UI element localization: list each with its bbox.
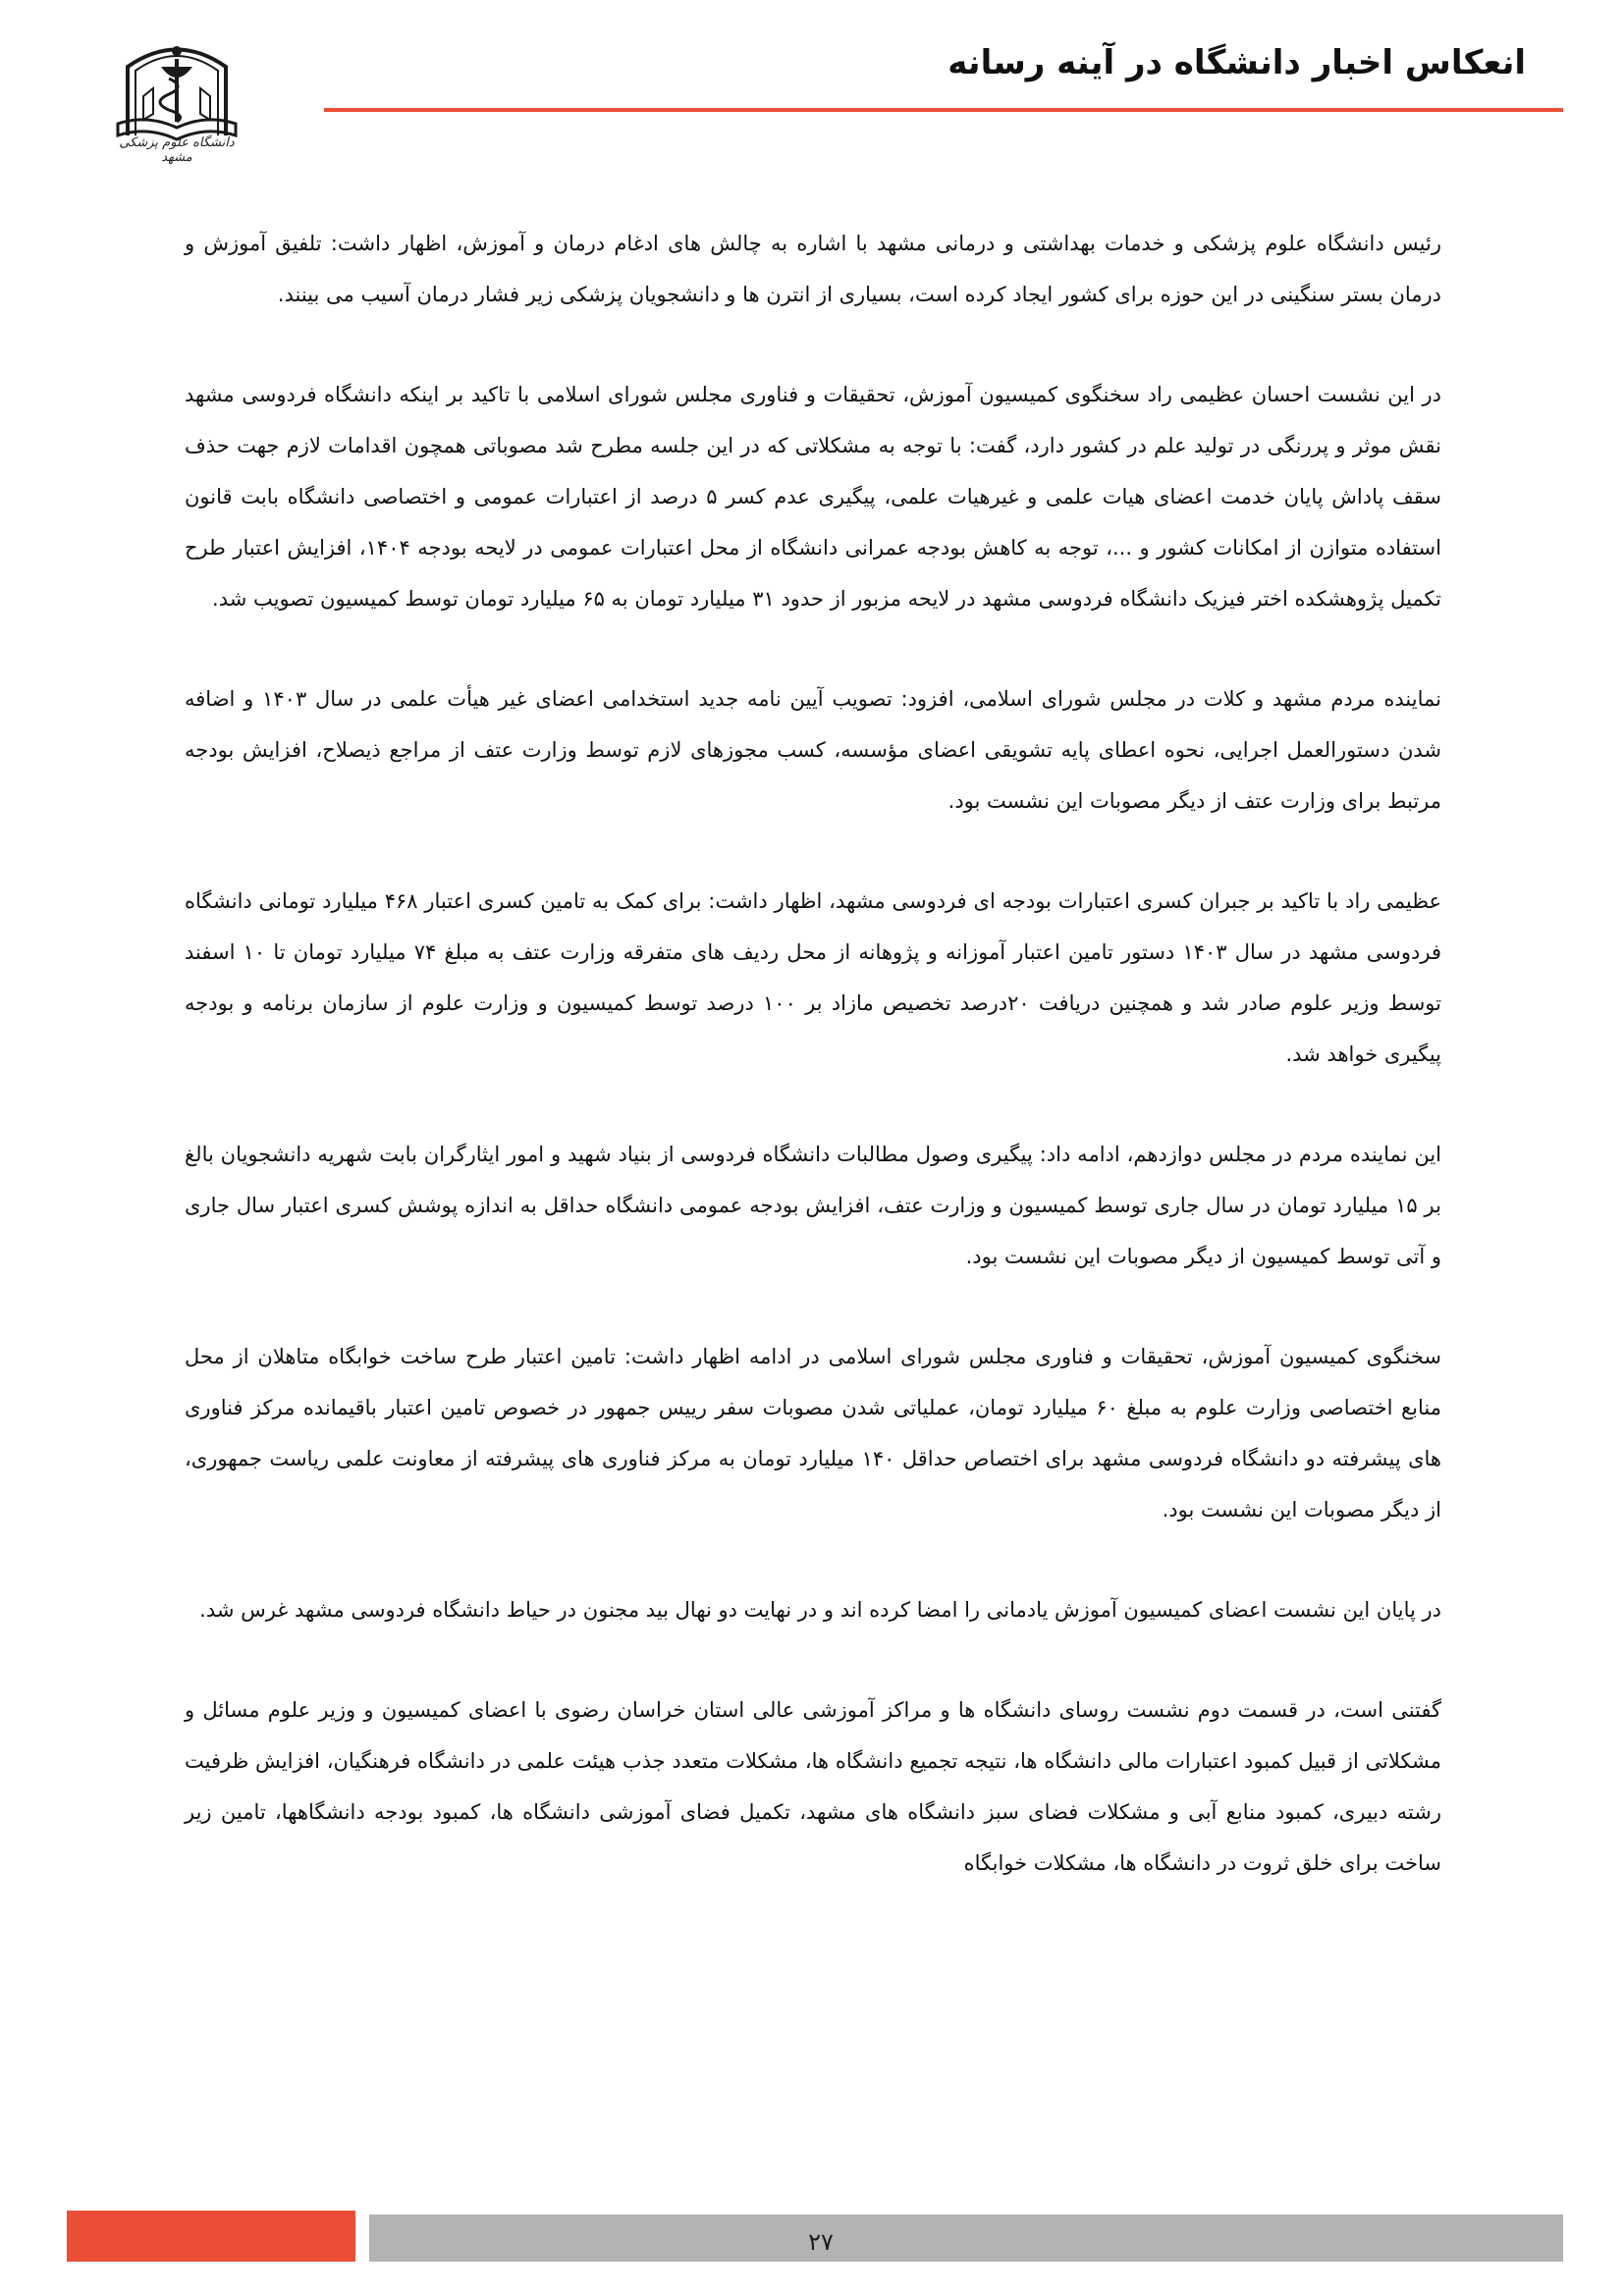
article-body <box>185 218 1441 1938</box>
university-logo <box>108 37 245 165</box>
paragraph: عظیمی راد با تاکید بر جبران کسری اعتبارات بودجه ای فردوسی مشهد، اظهار داشت: برای کمک به تامین کسری اعتبار ۴۶۸ میلیارد تومانی دانشگاه فردوسی مشهد در سال ۱۴۰۳ دستور تامین اعتبار آموزانه و پژوهانه از محل ردیف های متفرقه وزارت عتف به مبلغ ۷۴ میلیارد تومان تا ۱۰ اسفند توسط وزیر علوم صادر شد و همچنین دریافت ۲۰درصد تخصیص مازاد بر ۱۰۰ درصد توسط کمیسیون و وزارت علوم از سازمان برنامه و بودجه پیگیری خواهد شد. <box>185 889 1441 1066</box>
paragraph: این نماینده مردم در مجلس دوازدهم، ادامه داد: پیگیری وصول مطالبات دانشگاه فردوسی از بنیاد شهید و امور ایثارگران بابت شهریه دانشجویان بالغ بر ۱۵ میلیارد تومان در سال جاری توسط کمیسیون و وزارت عتف، افزایش بودجه عمومی دانشگاه حداقل به اندازه پوشش کسری اعتبار سال جاری و آتی توسط کمیسیون از دیگر مصوبات این نشست بود. <box>185 1143 1441 1268</box>
paragraph: رئیس دانشگاه علوم پزشکی و خدمات بهداشتی و درمانی مشهد با اشاره به چالش های ادغام درمان و آموزش، اظهار داشت: تلفیق آموزش و درمان بستر سنگینی در این حوزه برای کشور ایجاد کرده است، بسیاری از انترن ها و دانشجویان پزشکی زیر فشار درمان آسیب می بینند. <box>185 232 1441 306</box>
footer-gray-bar <box>369 2215 1563 2262</box>
paragraph: در این نشست احسان عظیمی راد سخنگوی کمیسیون آموزش، تحقیقات و فناوری مجلس شورای اسلامی با تاکید بر اینکه دانشگاه فردوسی مشهد نقش موثر و پررنگی در تولید علم در کشور دارد، گفت: با توجه به مشکلاتی که در این جلسه مطرح شد مصوباتی همچون اقدامات لازم جهت حذف سقف پاداش پایان خدمت اعضای هیات علمی و غیرهیات علمی، پیگیری عدم کسر ۵ درصد از اعتبارات عمومی و اختصاصی دانشگاه بابت قانون استفاده متوازن از امکانات کشور و ...، توجه به کاهش بودجه عمرانی دانشگاه از محل اعتبارات عمومی در لایحه بودجه ۱۴۰۴، افزایش اعتبار طرح تکمیل پژوهشکده اختر فیزیک دانشگاه فردوسی مشهد در لایحه مزبور از حدود ۳۱ میلیارد تومان به ۶۵ میلیارد تومان توسط کمیسیون تصویب شد. <box>185 383 1441 611</box>
university-emblem-icon <box>108 37 245 145</box>
logo-caption: دانشگاه علوم پزشکی مشهد <box>119 135 235 165</box>
paragraph: سخنگوی کمیسیون آموزش، تحقیقات و فناوری مجلس شورای اسلامی در ادامه اظهار داشت: تامین اعتبار طرح ساخت خوابگاه متاهلان از محل منابع اختصاصی وزارت علوم به مبلغ ۶۰ میلیارد تومان، عملیاتی شدن مصوبات سفر رییس جمهور در خصوص تامین اعتبار باقیمانده مرکز فناوری های پیشرفته دو دانشگاه فردوسی مشهد برای اختصاص حداقل ۱۴۰ میلیارد تومان به مرکز فناوری های پیشرفته از معاونت علمی ریاست جمهوری، از دیگر مصوبات این نشست بود. <box>185 1345 1441 1522</box>
page-number: ۲۷ <box>808 2228 834 2256</box>
footer-accent-bar <box>67 2211 355 2262</box>
page-header-title: انعکاس اخبار دانشگاه در آینه رسانه <box>947 43 1526 82</box>
paragraph: گفتنی است، در قسمت دوم نشست روسای دانشگاه ها و مراکز آموزشی عالی استان خراسان رضوی با اعضای کمیسیون و وزیر علوم مسائل و مشکلاتی از قبیل کمبود اعتبارات مالی دانشگاه ها، نتیجه تجمیع دانشگاه ها، مشکلات متعدد جذب هیئت علمی در دانشگاه فرهنگیان، افزایش ظرفیت رشته دبیری، کمبود منابع آبی و مشکلات فضای سبز دانشگاه های مشهد، تکمیل فضای آموزشی دانشگاه ها، کمبود بودجه دانشگاهها، تامین زیر ساخت برای خلق ثروت در دانشگاه ها، مشکلات خوابگاه <box>185 1698 1441 1875</box>
paragraph: در پایان این نشست اعضای کمیسیون آموزش یادمانی را امضا کرده اند و در نهایت دو نهال بید مجنون در حیاط دانشگاه فردوسی مشهد غرس شد. <box>199 1598 1441 1622</box>
header-divider <box>324 108 1563 112</box>
paragraph: نماینده مردم مشهد و کلات در مجلس شورای اسلامی، افزود: تصویب آیین نامه جدید استخدامی اعضای غیر هیأت علمی در سال ۱۴۰۳ و اضافه شدن دستورالعمل اجرایی، نحوه اعطای پایه تشویقی اعضای مؤسسه، کسب مجوزهای لازم توسط وزارت عتف از مراجع ذیصلاح، افزایش بودجه مرتبط برای وزارت عتف از دیگر مصوبات این نشست بود. <box>185 687 1441 813</box>
